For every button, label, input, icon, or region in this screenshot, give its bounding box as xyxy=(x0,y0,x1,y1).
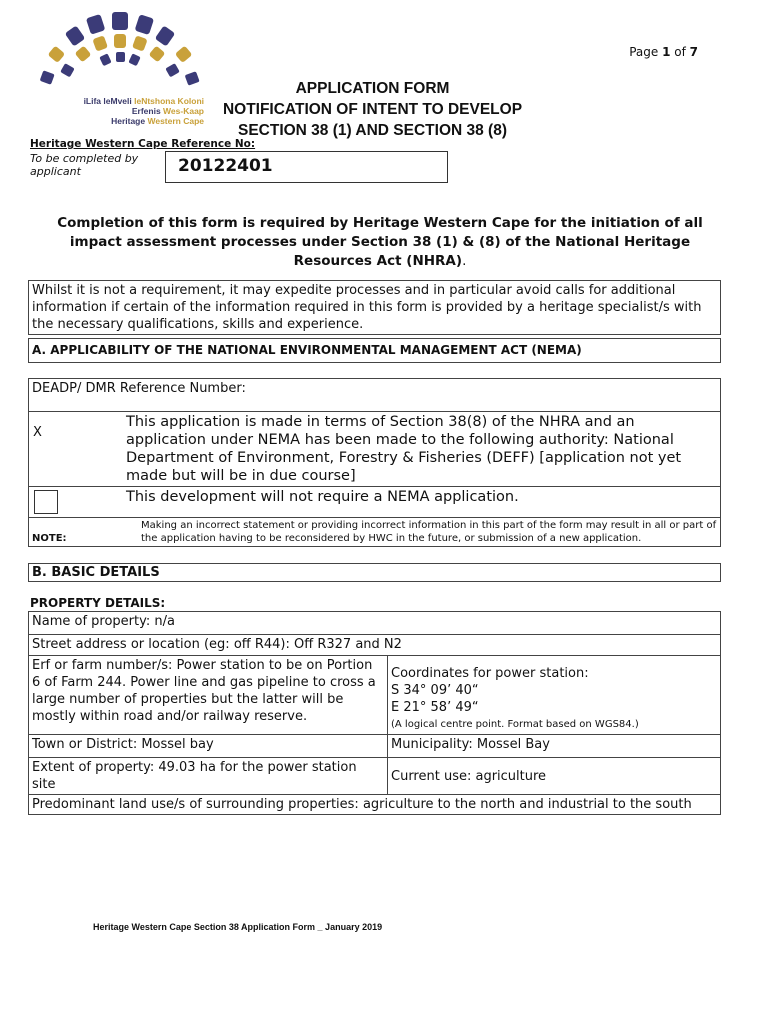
current-use-field[interactable]: Current use: agriculture xyxy=(388,758,721,795)
coordinates-field[interactable] xyxy=(388,656,721,735)
street-address-field[interactable]: Street address or location (eg: off R44): Off R327 and N2 xyxy=(29,635,721,656)
option2-checkbox[interactable] xyxy=(34,490,58,514)
property-name-field[interactable]: Name of property: n/a xyxy=(29,612,721,635)
section-a-title: A. APPLICABILITY OF THE NATIONAL ENVIRONMENTAL MANAGEMENT ACT (NEMA) xyxy=(29,339,721,363)
erf-number-field[interactable]: Erf or farm number/s: Power station to be on Portion 6 of Farm 244. Power line and gas pipeline to cross a large number of properties but the latter will be mostly within road and/or railway reserve. xyxy=(29,656,388,735)
coordinates-note: (A logical centre point. Format based on WGS84.) xyxy=(391,719,639,730)
note-text: Making an incorrect statement or providing incorrect information in this part of the form may result in all or part of the application having to be reconsidered by HWC in the future, or submission of a new application. xyxy=(123,518,721,547)
section-a-heading xyxy=(28,338,721,363)
intro-paragraph: Completion of this form is required by Heritage Western Cape for the initiation of all impact assessment processes under Section 38 (1) & (8) of the National Heritage Resources Act (NHRA). xyxy=(57,215,703,269)
town-district-field[interactable]: Town or District: Mossel bay xyxy=(29,735,388,758)
form-title: APPLICATION FORM NOTIFICATION OF INTENT TO DEVELOP SECTION 38 (1) AND SECTION 38 (8) xyxy=(222,80,523,139)
note-label: NOTE: xyxy=(29,518,124,547)
info-notice xyxy=(28,280,721,335)
option1-checkbox[interactable]: X xyxy=(29,412,124,487)
section-b-title: B. BASIC DETAILS xyxy=(29,564,721,582)
surrounding-land-use-field[interactable]: Predominant land use/s of surrounding properties: agriculture to the north and industrial to the south xyxy=(29,795,721,815)
coordinates-label: Coordinates for power station: xyxy=(391,666,589,681)
info-notice-text: Whilst it is not a requirement, it may expedite processes and in particular avoid calls for additional information if certain of the information required in this form is provided by a heritage specialist/s with the necessary qualifications, skills and experience. xyxy=(29,281,721,335)
extent-field[interactable]: Extent of property: 49.03 ha for the power station site xyxy=(29,758,388,795)
option2-text: This development will not require a NEMA application. xyxy=(123,487,721,518)
option2-cell xyxy=(29,487,124,518)
municipality-field[interactable]: Municipality: Mossel Bay xyxy=(388,735,721,758)
section-b-heading xyxy=(28,563,721,582)
property-details-label: PROPERTY DETAILS: xyxy=(30,596,166,610)
reference-subtext: To be completed by applicant xyxy=(30,152,139,178)
page-number: Page 1 of 7 xyxy=(629,45,698,59)
coordinates-east: E 21° 58’ 49“ xyxy=(391,700,479,715)
page-footer: Heritage Western Cape Section 38 Application Form _ January 2019 xyxy=(93,922,383,932)
deadp-reference-field[interactable]: DEADP/ DMR Reference Number: xyxy=(29,379,721,412)
option1-text: This application is made in terms of Section 38(8) of the NHRA and an application under NEMA has been made to the following authority: National Department of Environment, Forestry & Fisheries (DEFF) [application not yet made but will be in due course] xyxy=(123,412,721,487)
logo-text: iLifa leMveli leNtshona Koloni Erfenis Wes-Kaap Heritage Western Cape xyxy=(83,96,204,126)
reference-number-field[interactable]: 20122401 xyxy=(165,151,448,183)
coordinates-south: S 34° 09’ 40“ xyxy=(391,683,479,698)
reference-label: Heritage Western Cape Reference No: xyxy=(30,138,256,150)
property-details-table xyxy=(28,611,721,815)
nema-table xyxy=(28,378,721,547)
